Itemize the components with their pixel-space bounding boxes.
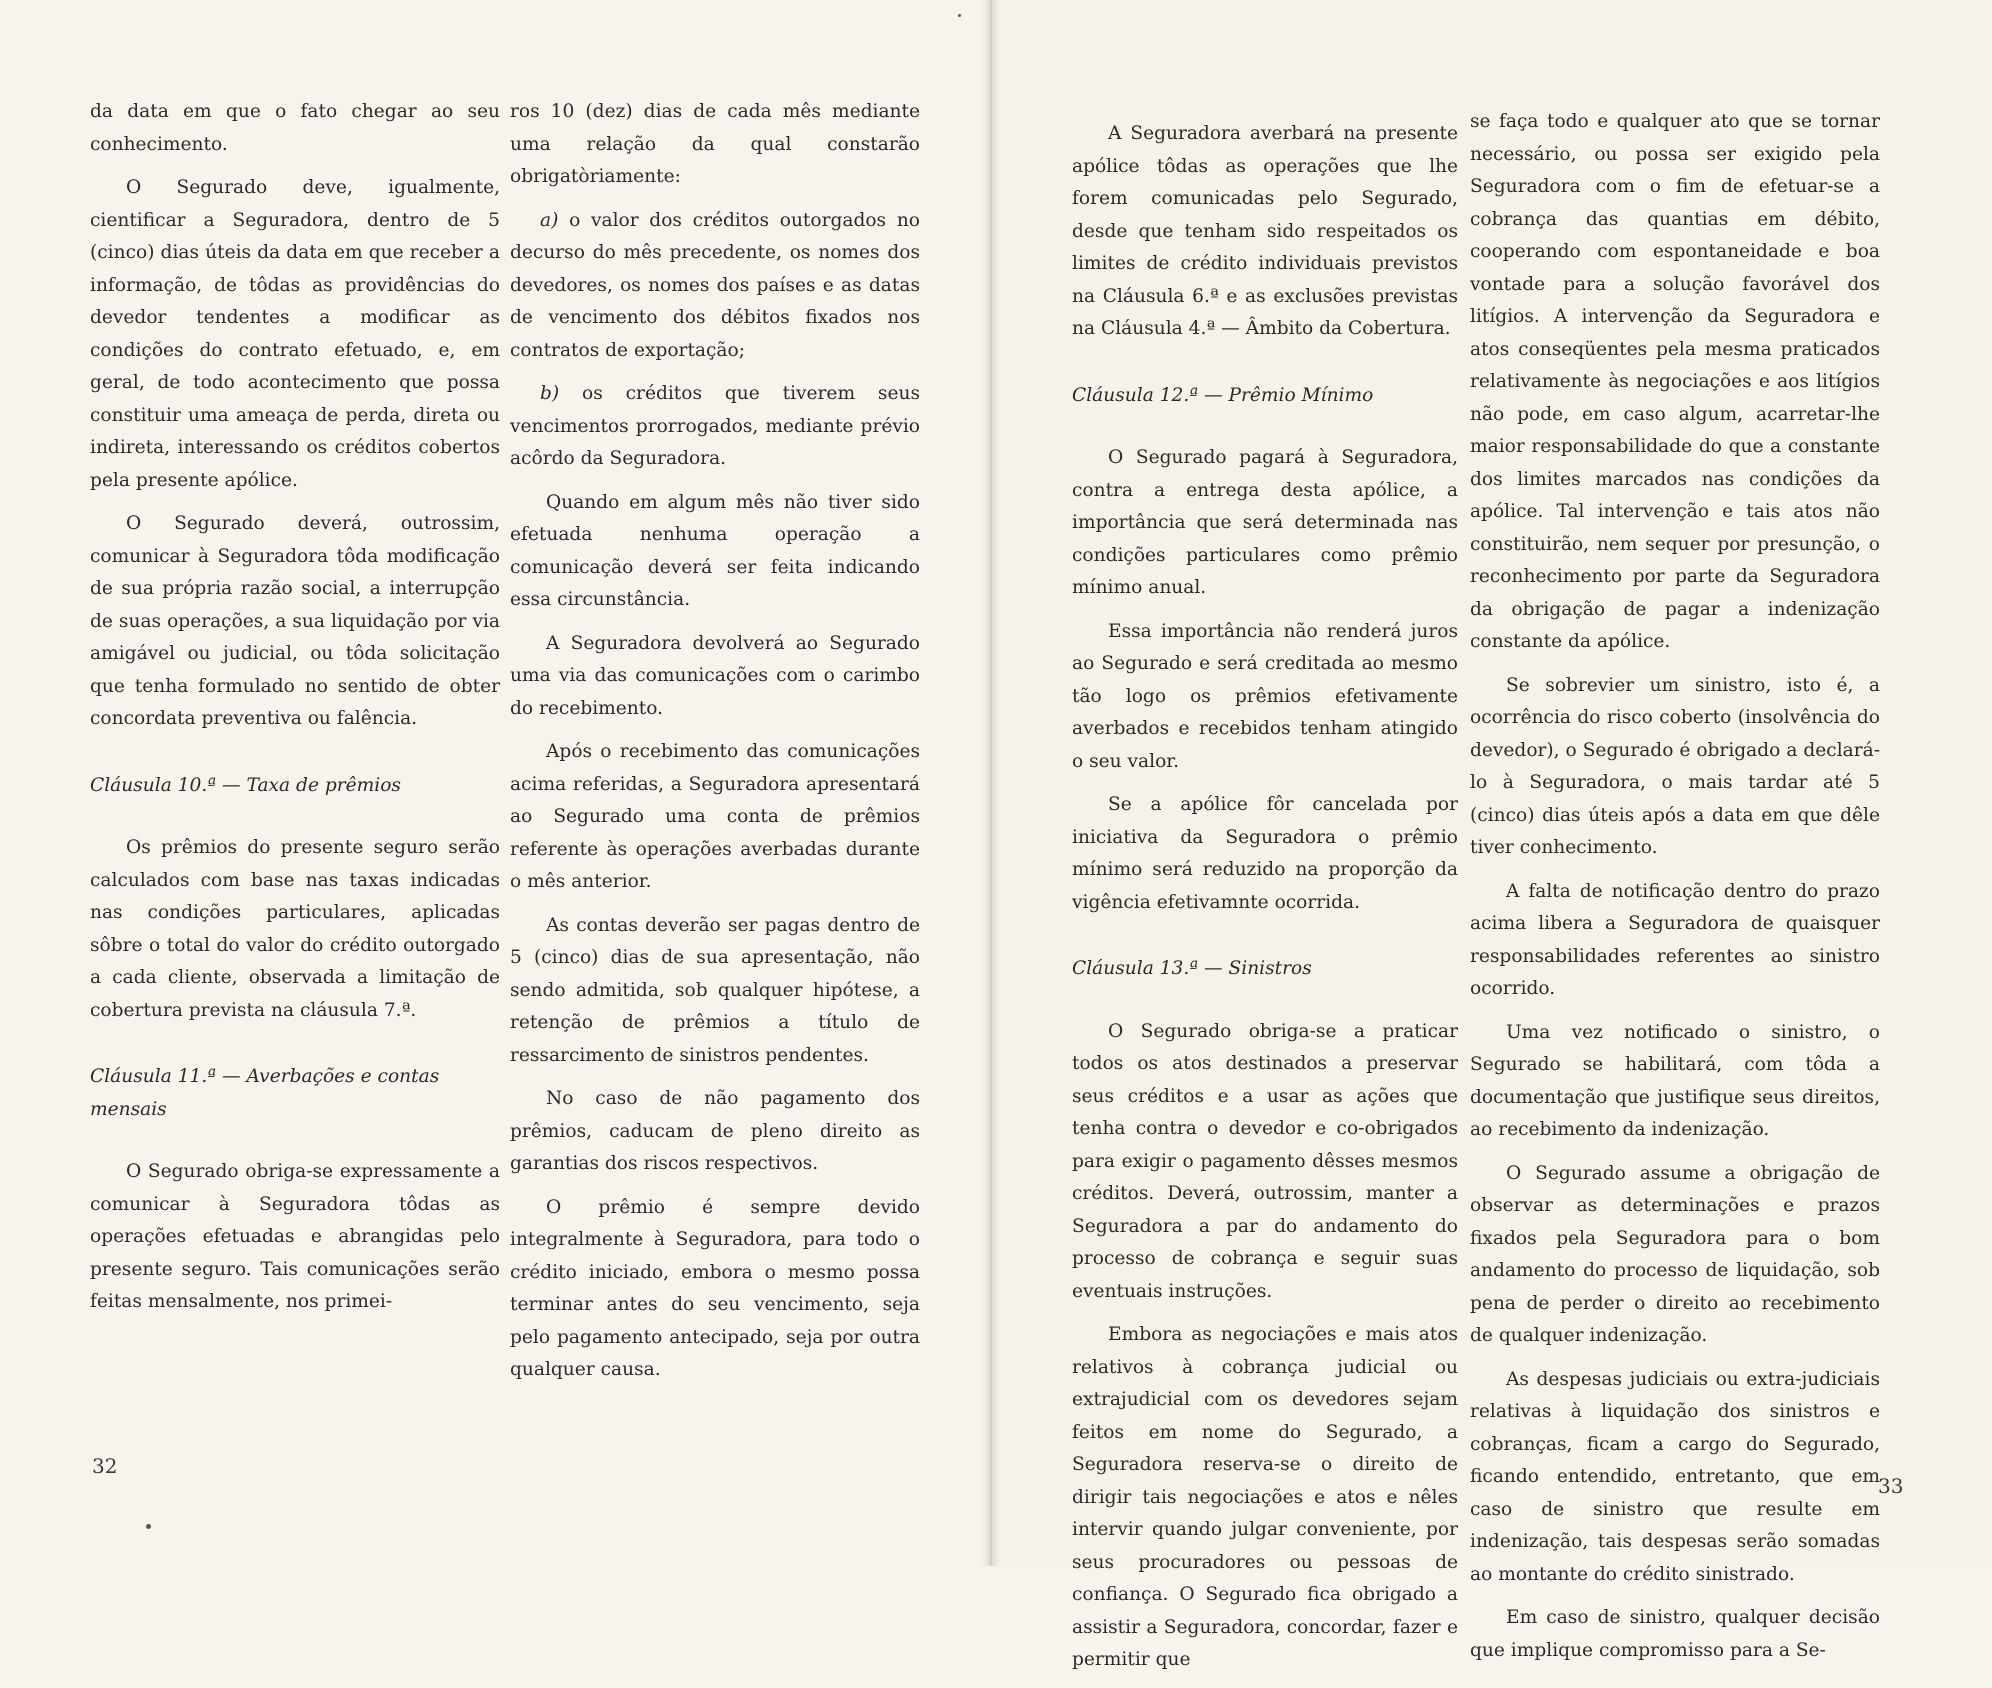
paragraph: Após o recebimento das comunicações acima referidas, a Seguradora apresentará ao Segurado uma conta de prêmios referente às operações averbadas durante o mês anterior. [510, 741, 920, 892]
paragraph: O prêmio é sempre devido integralmente à Seguradora, para todo o crédito iniciado, embora o mesmo possa terminar antes do seu vencimento, seja pelo pagamento antecipado, seja por outra qualquer causa. [510, 1196, 920, 1380]
paragraph: A Seguradora averbará na presente apólice tôdas as operações que lhe forem comunicadas pelo Segurado, desde que tenham sido respeitados os limites de crédito individuais previstos na Cláusula 6.ª e as exclusões previstas na Cláusula 4.ª — Âmbito da Cobertura. [1072, 123, 1458, 339]
left-page-column-2 [510, 96, 920, 1398]
paragraph: Se sobrevier um sinistro, isto é, a ocorrência do risco coberto (insolvência do devedor), o Segurado é obrigado a declará-lo à Seguradora, o mais tardar até 5 (cinco) dias úteis após a data em que dêle tiver conhecimento. [1470, 674, 1880, 858]
paragraph: No caso de não pagamento dos prêmios, caducam de pleno direito as garantias dos riscos respectivos. [510, 1088, 920, 1174]
book-gutter [982, 0, 1000, 1566]
list-item-text: o valor dos créditos outorgados no decurso do mês precedente, os nomes dos devedores, os nomes dos países e as datas de vencimento dos débitos fixados nos contratos de exportação; [510, 209, 920, 361]
paragraph: O Segurado pagará à Seguradora, contra a entrega desta apólice, a importância que será determinada nas condições particulares como prêmio mínimo anual. [1072, 447, 1458, 598]
page-number-right: 33 [1878, 1474, 1904, 1498]
right-page-column-1 [1072, 118, 1458, 1688]
paragraph: Em caso de sinistro, qualquer decisão que implique compromisso para a Se- [1470, 1607, 1880, 1661]
left-page-column-1 [90, 96, 500, 1330]
paragraph: As contas deverão ser pagas dentro de 5 (cinco) dias de sua apresentação, não sendo admitida, sob qualquer hipótese, a retenção de prêmios a título de ressarcimento de sinistros pendentes. [510, 914, 920, 1066]
list-item-marker: a) [540, 209, 559, 231]
paragraph: A Seguradora devolverá ao Segurado uma via das comunicações com o carimbo do recebimento. [510, 632, 920, 719]
paragraph: Quando em algum mês não tiver sido efetuada nenhuma operação a comunicação deverá ser feita indicando essa circunstância. [510, 491, 920, 610]
clause-10-heading: Cláusula 10.ª — Taxa de prêmios [90, 774, 401, 796]
list-item-a [510, 205, 920, 368]
paragraph: O Segurado deverá, outrossim, comunicar à Seguradora tôda modificação de sua própria razão social, a interrupção de suas operações, a sua liquidação por via amigável ou judicial, ou tôda solicitação que tenha formulado no sentido de obter concordata preventiva ou falência. [90, 513, 500, 729]
paragraph: O Segurado deve, igualmente, cientificar a Seguradora, dentro de 5 (cinco) dias úteis da data em que receber a informação, de tôdas as providências do devedor tendentes a modificar as condições do contrato efetuado, e, em geral, de todo acontecimento que possa constituir uma ameaça de perda, direta ou indireta, interessando os créditos cobertos pela presente apólice. [90, 177, 500, 491]
paragraph: Se a apólice fôr cancelada por iniciativa da Seguradora o prêmio mínimo será reduzido na proporção da vigência efetivamnte ocorrida. [1072, 794, 1458, 913]
paper-speck [146, 1524, 151, 1529]
paragraph: Uma vez notificado o sinistro, o Segurado se habilitará, com tôda a documentação que justifique seus direitos, ao recebimento da indenização. [1470, 1021, 1880, 1140]
right-page [990, 0, 1992, 1670]
clause-13-heading: Cláusula 13.ª — Sinistros [1072, 958, 1312, 979]
list-item-text: os créditos que tiverem seus vencimentos prorrogados, mediante prévio acôrdo da Seguradora. [510, 383, 920, 469]
paper-speck [958, 14, 961, 17]
left-page [0, 0, 990, 1566]
paragraph: O Segurado obriga-se a praticar todos os atos destinados a preservar seus créditos e a usar as ações que tenha contra o devedor e co-obrigados para exigir o pagamento dêsses mesmos créditos. Deverá, outrossim, manter a Seguradora a par do andamento do processo de cobrança e seguir suas eventuais instruções. [1072, 1020, 1458, 1302]
page-number-left: 32 [92, 1454, 118, 1478]
paragraph: O Segurado obriga-se expressamente a comunicar à Seguradora tôdas as operações efetuadas e abrangidas pelo presente seguro. Tais comunicações serão feitas mensalmente, nos primei- [90, 1161, 500, 1312]
paragraph: Os prêmios do presente seguro serão calculados com base nas taxas indicadas nas condições particulares, aplicadas sôbre o total do valor do crédito outorgado a cada cliente, observada a limitação de cobertura prevista na cláusula 7.ª. [90, 837, 500, 1021]
list-item-marker: b) [540, 383, 560, 404]
paragraph: As despesas judiciais ou extra-judiciais relativas à liquidação dos sinistros e cobranças, ficam a cargo do Segurado, ficando entendido, entretanto, que em caso de sinistro que resulte em indenização, tais despesas serão somadas ao montante do crédito sinistrado. [1470, 1368, 1880, 1585]
paragraph: da data em que o fato chegar ao seu conhecimento. [90, 101, 500, 155]
paragraph: A falta de notificação dentro do prazo acima libera a Seguradora de quaisquer responsabilidades referentes ao sinistro ocorrido. [1470, 880, 1880, 999]
paragraph: se faça todo e qualquer ato que se tornar necessário, ou possa ser exigido pela Seguradora com o fim de efetuar-se a cobrança das quantias em débito, cooperando com espontaneidade e boa vontade para a solução favorável dos litígios. A intervenção da Seguradora e atos conseqüentes pela mesma praticados relativamente às negociações e aos litígios não pode, em caso algum, acarretar-lhe maior responsabilidade do que a constante dos limites marcados nas condições da apólice. Tal intervenção e tais atos não constituirão, nem sequer por presunção, o reconhecimento por parte da Seguradora da obrigação de pagar a indenização constante da apólice. [1470, 111, 1880, 652]
paragraph: O Segurado assume a obrigação de observar as determinações e prazos fixados pela Seguradora para o bom andamento do processo de liquidação, sob pena de perder o direito ao recebimento de qualquer indenização. [1470, 1162, 1880, 1346]
paragraph: ros 10 (dez) dias de cada mês mediante uma relação da qual constarão obrigatòriamente: [510, 101, 920, 187]
paragraph: Embora as negociações e mais atos relativos à cobrança judicial ou extrajudicial com os devedores sejam feitos em nome do Segurado, a Seguradora reserva-se o direito de dirigir tais negociações e atos e nêles intervir quando julgar conveniente, por seus procuradores ou pessoas de confiança. O Segurado fica obrigado a assistir a Seguradora, concordar, fazer e permitir que [1072, 1324, 1458, 1670]
clause-12-heading: Cláusula 12.ª — Prêmio Mínimo [1072, 384, 1374, 406]
list-item-b [510, 378, 920, 476]
clause-11-heading: Cláusula 11.ª — Averbações e contas mensais [90, 1066, 440, 1120]
right-page-column-2 [1470, 106, 1880, 1678]
paragraph: Essa importância não renderá juros ao Segurado e será creditada ao mesmo tão logo os prêmios efetivamente averbados e recebidos tenham atingido o seu valor. [1072, 620, 1458, 772]
